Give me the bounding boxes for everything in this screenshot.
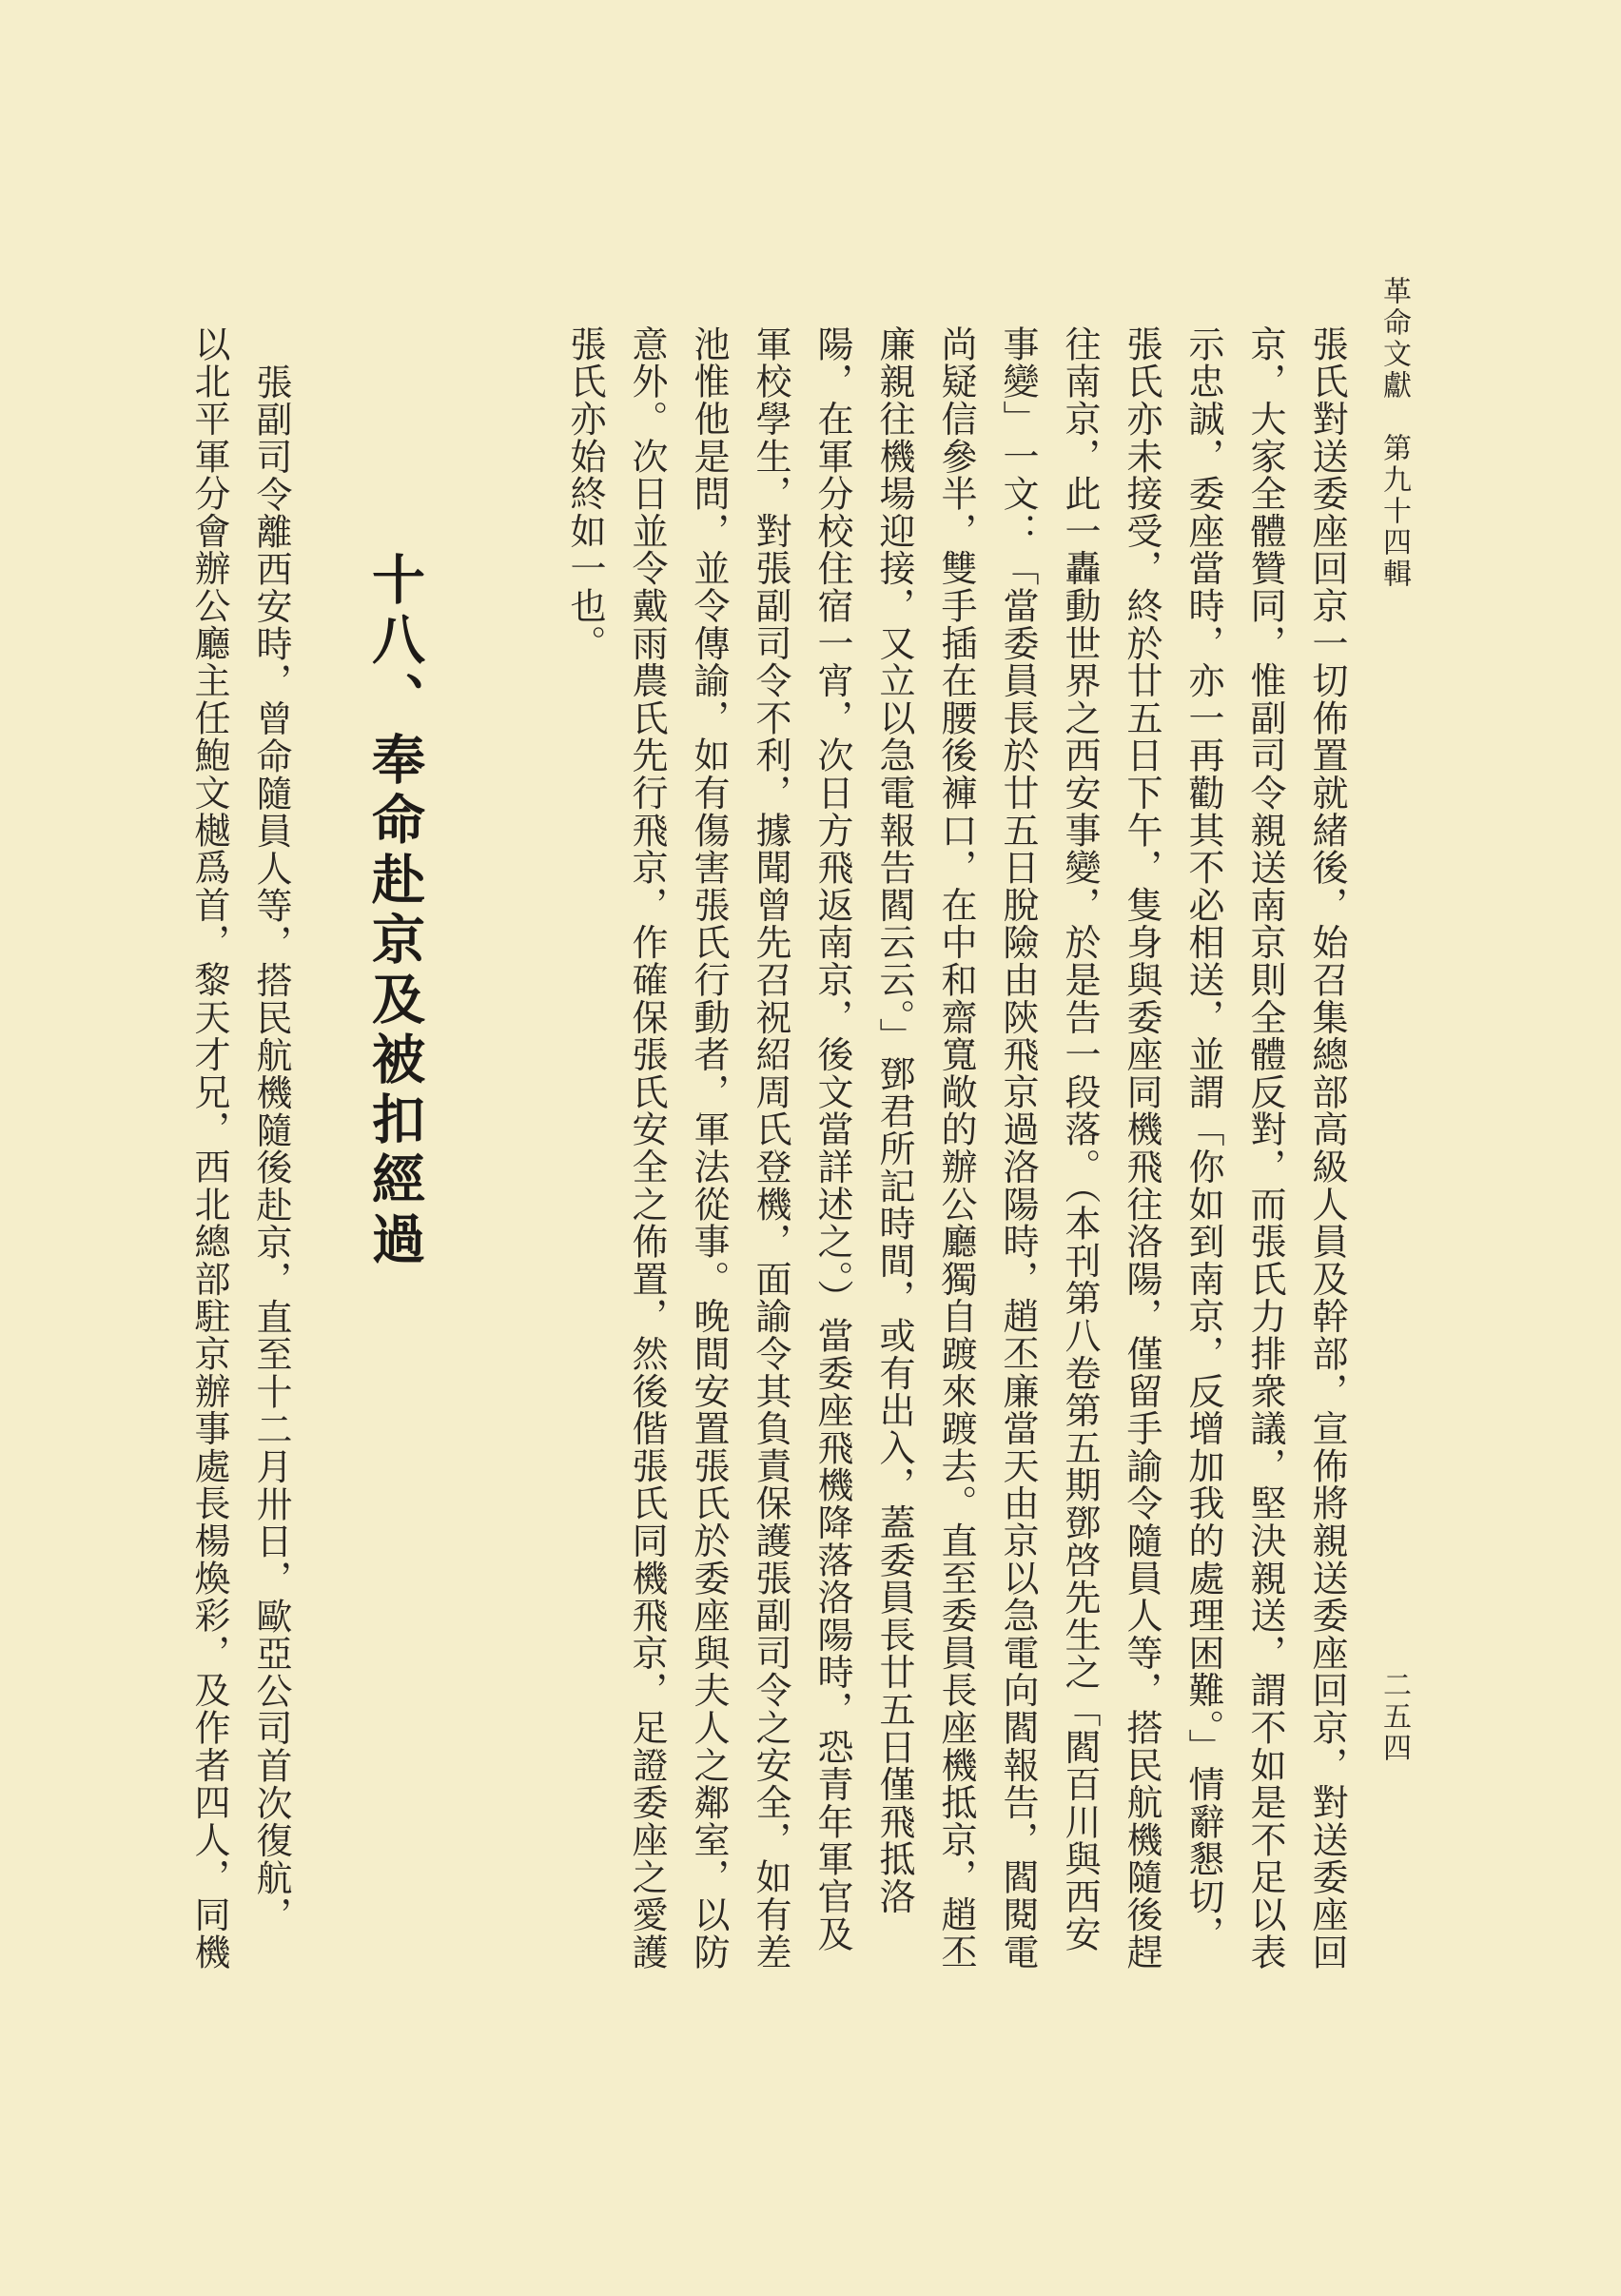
text-column: 以北平軍分會辦公廳主任鮑文樾爲首，黎天才兄，西北總部駐京辦事處長楊煥彩，及作者四人，同機 <box>188 325 230 1972</box>
text-column: 京，大家全體贊同，惟副司令親送南京則全體反對，而張氏力排衆議，堅決親送，謂不如是不足以表 <box>1244 325 1286 1972</box>
section-heading: 十八、奉命赴京及被扣經過 <box>363 552 426 1271</box>
text-column: 張副司令離西安時，曾命隨員人等，搭民航機隨後赴京，直至十二月卅日，歐亞公司首次復航， <box>250 363 292 1934</box>
text-column: 張氏亦始終如一也。 <box>564 325 606 662</box>
text-column: 陽，在軍分校住宿一宵，次日方飛返南京，後文當詳述之。）當委座飛機降落洛陽時，恐青年軍官及 <box>811 325 853 1953</box>
text-column: 池惟他是問，並令傳諭，如有傷害張氏行動者，軍法從事。晚間安置張氏於委座與夫人之鄰室，以防 <box>688 325 730 1972</box>
text-column: 軍校學生，對張副司令不利，據聞曾先召祝紹周氏登機，面諭令其負責保護張副司令之安全，如有差 <box>750 325 791 1972</box>
text-column: 廉親往機場迎接，又立以急電報告閻云云。」鄧君所記時間，或有出入，蓋委員長廿五日僅飛抵洛 <box>873 325 915 1915</box>
text-column: 往南京，此一轟動世界之西安事變，於是告一段落。（本刊第八卷第五期鄧啓先生之「閻百川與西安 <box>1059 325 1101 1953</box>
text-column: 張氏亦未接受，終於廿五日下午，隻身與委座同機飛往洛陽，僅留手諭令隨員人等，搭民航機隨後趕 <box>1121 325 1162 1972</box>
page-number: 二五四 <box>1377 1670 1411 1764</box>
text-column: 事變」一文：「當委員長於廿五日脫險由陝飛京過洛陽時，趙丕廉當天由京以急電向閻報告，閻閱電 <box>997 325 1039 1972</box>
book-title: 革命文獻 第九十四輯 <box>1377 276 1411 590</box>
text-column: 意外。次日並令戴雨農氏先行飛京，作確保張氏安全之佈置，然後偕張氏同機飛京，足證委座之愛護 <box>626 325 668 1972</box>
text-column: 示忠誠，委座當時，亦一再勸其不必相送，並謂「你如到南京，反增加我的處理困難。」情辭懇切， <box>1182 325 1224 1953</box>
text-column: 張氏對送委座回京一切佈置就緒後，始召集總部高級人員及幹部，宣佈將親送委座回京，對送委座回 <box>1306 325 1348 1972</box>
text-column: 尚疑信參半，雙手插在腰後褲口，在中和齋寬敞的辦公廳獨自踱來踱去。直至委員長座機抵京，趙丕 <box>935 325 977 1972</box>
